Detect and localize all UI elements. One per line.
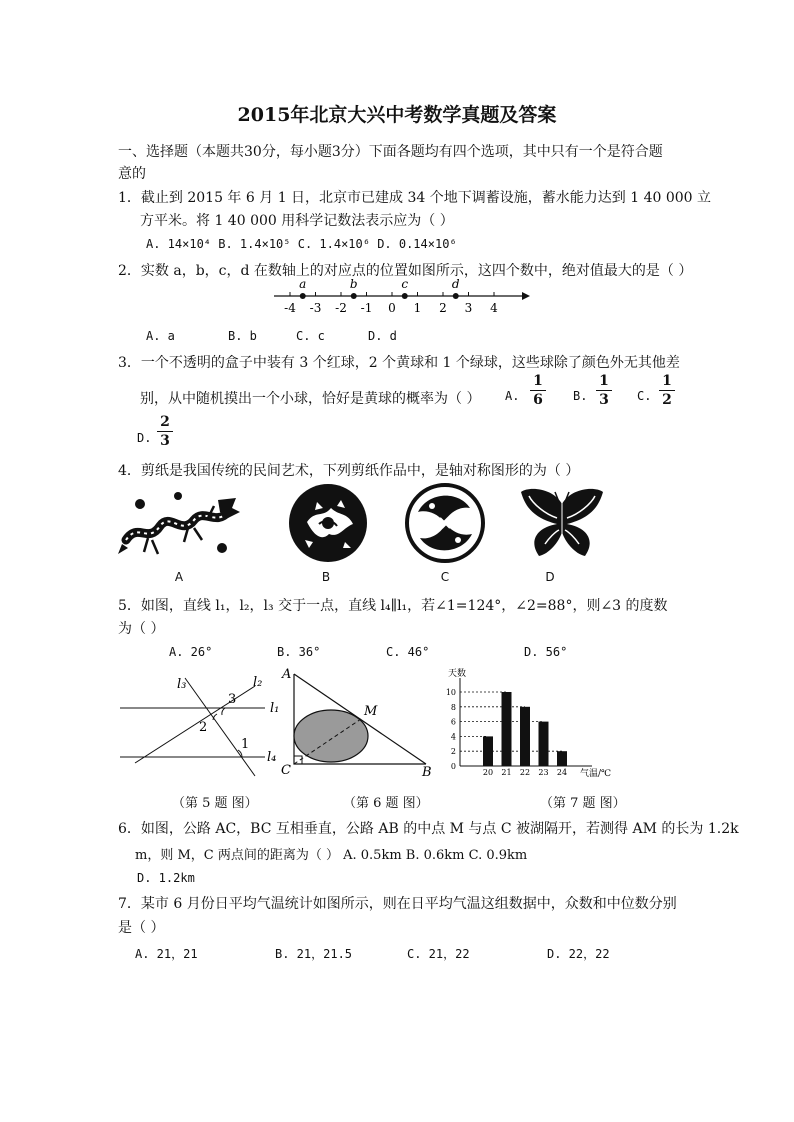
chart-bar-23 — [539, 722, 549, 766]
number-line-tick-label: -4 — [284, 301, 296, 315]
q6-line3: D. 1.2km — [137, 871, 195, 885]
q2-option-b: B. b — [228, 329, 257, 343]
number-line-tick-label: -1 — [360, 301, 373, 315]
number-line-figure — [270, 276, 530, 318]
q4-label-d: D — [545, 570, 555, 584]
q5-line2: 为（ ） — [118, 621, 165, 637]
q3-fraction-c-num: 1 — [662, 373, 672, 389]
chart-xtick-label: 20 — [482, 768, 494, 777]
angle-3-label: 3 — [228, 692, 237, 707]
q3-fraction-a — [530, 373, 546, 408]
number-line-point-label: c — [401, 277, 409, 291]
q3-fraction-a-num: 1 — [533, 373, 543, 389]
number-line-tick-label: 0 — [388, 301, 396, 315]
number-line-point-label: d — [451, 277, 460, 291]
number-line-tick-label: 3 — [464, 301, 473, 315]
q7-line1: 7．某市 6 月份日平均气温统计如图所示，则在日平均气温这组数据中，众数和中位数分别 — [118, 896, 677, 912]
point-a-label: A — [282, 667, 292, 682]
chart-bar-21 — [502, 692, 512, 766]
chart-ytick-label: 10 — [445, 688, 456, 697]
chart-ylabel: 天数 — [448, 669, 467, 679]
chart-xtick-label: 23 — [538, 768, 549, 777]
number-line-tick-label: -3 — [309, 301, 322, 315]
q4-label-c: C — [440, 570, 450, 584]
q1-line1: 1．截止到 2015 年 6 月 1 日，北京市已建成 34 个地下调蓄设施，蓄水能力达到 1 40 000 立 — [118, 190, 712, 206]
chart-xtick-label: 21 — [501, 768, 512, 777]
q2-stem: 2．实数 a，b，c，d 在数轴上的对应点的位置如图所示，这四个数中，绝对值最大的是（ ） — [118, 263, 693, 279]
number-line-tick-label: 2 — [439, 301, 447, 315]
angle-2-label: 2 — [199, 720, 208, 735]
q5-option-d: D. 56° — [524, 645, 568, 659]
q4-label-b: B — [321, 570, 331, 584]
q4-label-a: A — [174, 570, 184, 584]
q5-option-a: A. 26° — [169, 645, 213, 659]
page-title: 2015年北京大兴中考数学真题及答案 — [237, 104, 557, 126]
figure-7-caption: （第 7 题 图） — [540, 796, 626, 811]
q7-option-d: D. 22，22 — [547, 947, 610, 961]
chart-bar-22 — [520, 707, 530, 766]
dragon-papercut-image — [118, 482, 243, 562]
q3-fraction-c — [659, 373, 675, 408]
q3-line1: 3．一个不透明的盒子中装有 3 个红球，2 个黄球和 1 个绿球，这些球除了颜色外无其他差 — [118, 355, 680, 371]
q5-option-b: B. 36° — [277, 645, 321, 659]
chart-ytick-label: 4 — [450, 732, 456, 742]
label-l3: l₃ — [177, 677, 187, 692]
q3-fraction-b-num: 1 — [599, 373, 609, 389]
q6-line1: 6．如图，公路 AC，BC 互相垂直，公路 AB 的中点 M 与点 C 被湖隔开，若测得 AM 的长为 1.2k — [118, 821, 739, 837]
q3-fraction-d — [157, 414, 173, 449]
number-line-tick-label: -2 — [335, 301, 347, 315]
point-m-label: M — [364, 704, 378, 719]
number-line-point-label: b — [349, 277, 358, 291]
q7-option-a: A. 21，21 — [135, 947, 198, 961]
fish-papercut-image — [404, 482, 486, 564]
number-line-point-b — [351, 293, 357, 299]
butterfly-papercut-image — [515, 484, 610, 562]
figure-6-caption: （第 6 题 图） — [343, 796, 429, 811]
chart-ytick-label: 8 — [450, 702, 456, 712]
q3-option-b-label: B. — [573, 389, 588, 403]
chart-bar-24 — [557, 751, 567, 766]
q7-option-b: B. 21，21.5 — [275, 947, 353, 961]
q1-line2: 方平米。将 1 40 000 用科学记数法表示应为（ ） — [140, 213, 454, 229]
q3-option-a-label: A. — [505, 389, 520, 403]
q5-line1: 5．如图，直线 l₁，l₂，l₃ 交于一点，直线 l₄∥l₁，若∠1=124°，∠2=88°，则∠3 的度数 — [118, 598, 668, 614]
chart-xtick-label: 24 — [556, 768, 568, 777]
point-b-label: B — [422, 765, 432, 779]
q7-line2: 是（ ） — [118, 920, 165, 936]
q3-fraction-d-num: 2 — [160, 414, 170, 430]
section-heading-line1: 一、选择题（本题共30分，每小题3分）下面各题均有四个选项，其中只有一个是符合题 — [118, 144, 663, 160]
q3-option-d-label: D. — [137, 431, 152, 445]
round-papercut-image — [287, 482, 369, 564]
figure-5-caption: （第 5 题 图） — [172, 796, 258, 811]
label-l1: l₁ — [270, 701, 280, 716]
number-line-point-label: a — [299, 277, 307, 291]
number-line-tick-label: 4 — [490, 301, 498, 315]
q3-option-c-label: C. — [637, 389, 652, 403]
q2-option-d: D. d — [368, 329, 397, 343]
q5-option-c: C. 46° — [386, 645, 430, 659]
temperature-bar-chart — [440, 666, 615, 781]
q3-fraction-d-den: 3 — [160, 433, 170, 449]
number-line-point-d — [453, 293, 459, 299]
q1-options: A. 14×10⁴ B. 1.4×10⁵ C. 1.4×10⁶ D. 0.14×10⁶ — [146, 237, 457, 251]
label-l2: l₂ — [253, 675, 263, 690]
chart-bar-20 — [483, 736, 493, 766]
chart-xlabel: 气温/℃ — [580, 769, 612, 779]
q4-stem: 4．剪纸是我国传统的民间艺术，下列剪纸作品中，是轴对称图形的为（ ） — [118, 463, 580, 479]
chart-ytick-label: 0 — [450, 762, 456, 771]
number-line-point-a — [300, 293, 306, 299]
section-heading-line2: 意的 — [118, 166, 146, 182]
figure-5-lines — [115, 668, 290, 783]
q3-line2: 别，从中随机摸出一个小球，恰好是黄球的概率为（ ） — [140, 391, 481, 407]
q2-option-c: C. c — [296, 329, 325, 343]
q3-fraction-c-den: 2 — [662, 392, 672, 408]
chart-ytick-label: 6 — [450, 717, 456, 727]
q3-fraction-b-den: 3 — [599, 392, 609, 408]
angle-1-label: 1 — [241, 737, 250, 752]
q2-option-a: A. a — [146, 329, 175, 343]
number-line-tick-label: 1 — [413, 301, 422, 315]
figure-6-triangle — [278, 664, 438, 779]
q7-option-c: C. 21，22 — [407, 947, 470, 961]
lake-ellipse — [294, 710, 368, 762]
q3-fraction-a-den: 6 — [533, 392, 543, 408]
q3-fraction-b — [596, 373, 612, 408]
point-c-label: C — [281, 763, 291, 778]
number-line-point-c — [402, 293, 408, 299]
q6-line2: m，则 M，C 两点间的距离为（ ） A. 0.5km B. 0.6km C. 0.9km — [135, 848, 528, 863]
chart-xtick-label: 22 — [519, 768, 531, 777]
label-l4: l₄ — [267, 750, 277, 765]
chart-ytick-label: 2 — [450, 747, 456, 757]
